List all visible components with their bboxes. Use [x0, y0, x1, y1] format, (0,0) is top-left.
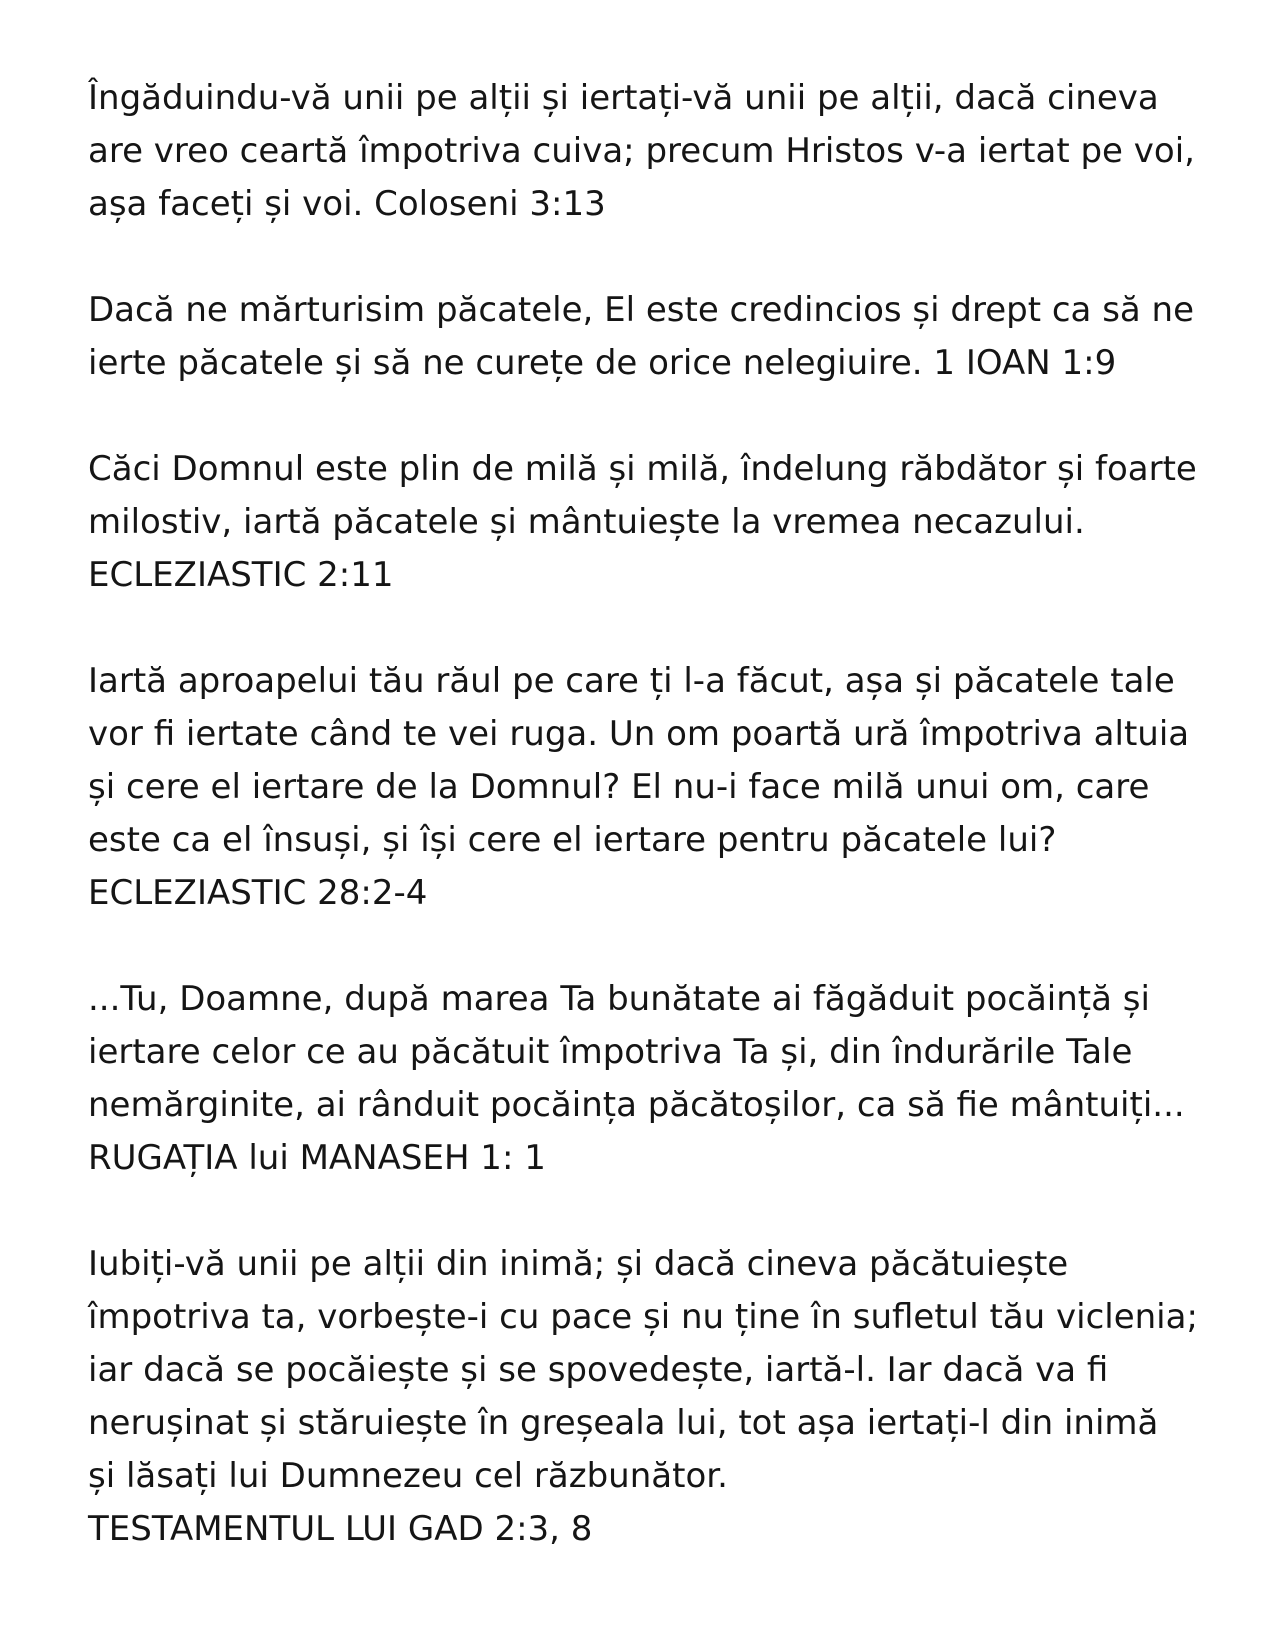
text-line: Iubiți-vă unii pe alții din inimă; și dacă cineva păcătuiește [88, 1244, 1069, 1284]
verse-paragraph-testament-of-gad [88, 1238, 1203, 1556]
verse-paragraph-ecclesiasticus-28 [88, 655, 1203, 920]
text-line: vor fi iertate când te vei ruga. Un om poartă ură împotriva altuia [88, 714, 1190, 754]
text-line: RUGAȚIA lui MANASEH 1: 1 [88, 1138, 546, 1178]
verse-paragraph-ecclesiasticus-2 [88, 443, 1203, 602]
text-line: Dacă ne mărturisim păcatele, El este credincios și drept ca să ne [88, 290, 1195, 330]
text-line: milostiv, iartă păcatele și mântuiește la vremea necazului. [88, 502, 1085, 542]
text-line: nemărginite, ai rânduit pocăința păcătoșilor, ca să fie mântuiți... [88, 1085, 1185, 1125]
text-line: TESTAMENTUL LUI GAD 2:3, 8 [88, 1509, 593, 1549]
text-line: și cere el iertare de la Domnul? El nu-i face milă unui om, care [88, 767, 1150, 807]
text-line: iar dacă se pocăiește și se spovedește, iartă-l. Iar dacă va fi [88, 1350, 1109, 1390]
text-line: așa faceți și voi. Coloseni 3:13 [88, 184, 606, 224]
verse-paragraph-manasseh [88, 973, 1203, 1185]
text-line: Iartă aproapelui tău răul pe care ți l-a făcut, așa și păcatele tale [88, 661, 1175, 701]
text-line: iertare celor ce au păcătuit împotriva Ta și, din îndurările Tale [88, 1032, 1133, 1072]
text-line: Căci Domnul este plin de milă și milă, îndelung răbdător și foarte [88, 449, 1197, 489]
text-line: ECLEZIASTIC 2:11 [88, 555, 394, 595]
text-line: Îngăduindu-vă unii pe alții și iertați-vă unii pe alții, dacă cineva [88, 78, 1159, 118]
text-line: ierte păcatele și să ne curețe de orice nelegiuire. 1 IOAN 1:9 [88, 343, 1117, 383]
text-line: este ca el însuși, și își cere el iertare pentru păcatele lui? [88, 820, 1057, 860]
verse-paragraph-1-john [88, 284, 1203, 390]
document-body [88, 72, 1203, 1609]
text-line: ECLEZIASTIC 28:2-4 [88, 873, 428, 913]
text-line: ...Tu, Doamne, după marea Ta bunătate ai făgăduit pocăință și [88, 979, 1150, 1019]
text-line: și lăsați lui Dumnezeu cel răzbunător. [88, 1456, 728, 1496]
verse-paragraph-colossians [88, 72, 1203, 231]
text-line: nerușinat și stăruiește în greșeala lui, tot așa iertați-l din inimă [88, 1403, 1159, 1443]
text-line: are vreo ceartă împotriva cuiva; precum Hristos v-a iertat pe voi, [88, 131, 1195, 171]
text-line: împotriva ta, vorbește-i cu pace și nu ține în sufletul tău viclenia; [88, 1297, 1198, 1337]
